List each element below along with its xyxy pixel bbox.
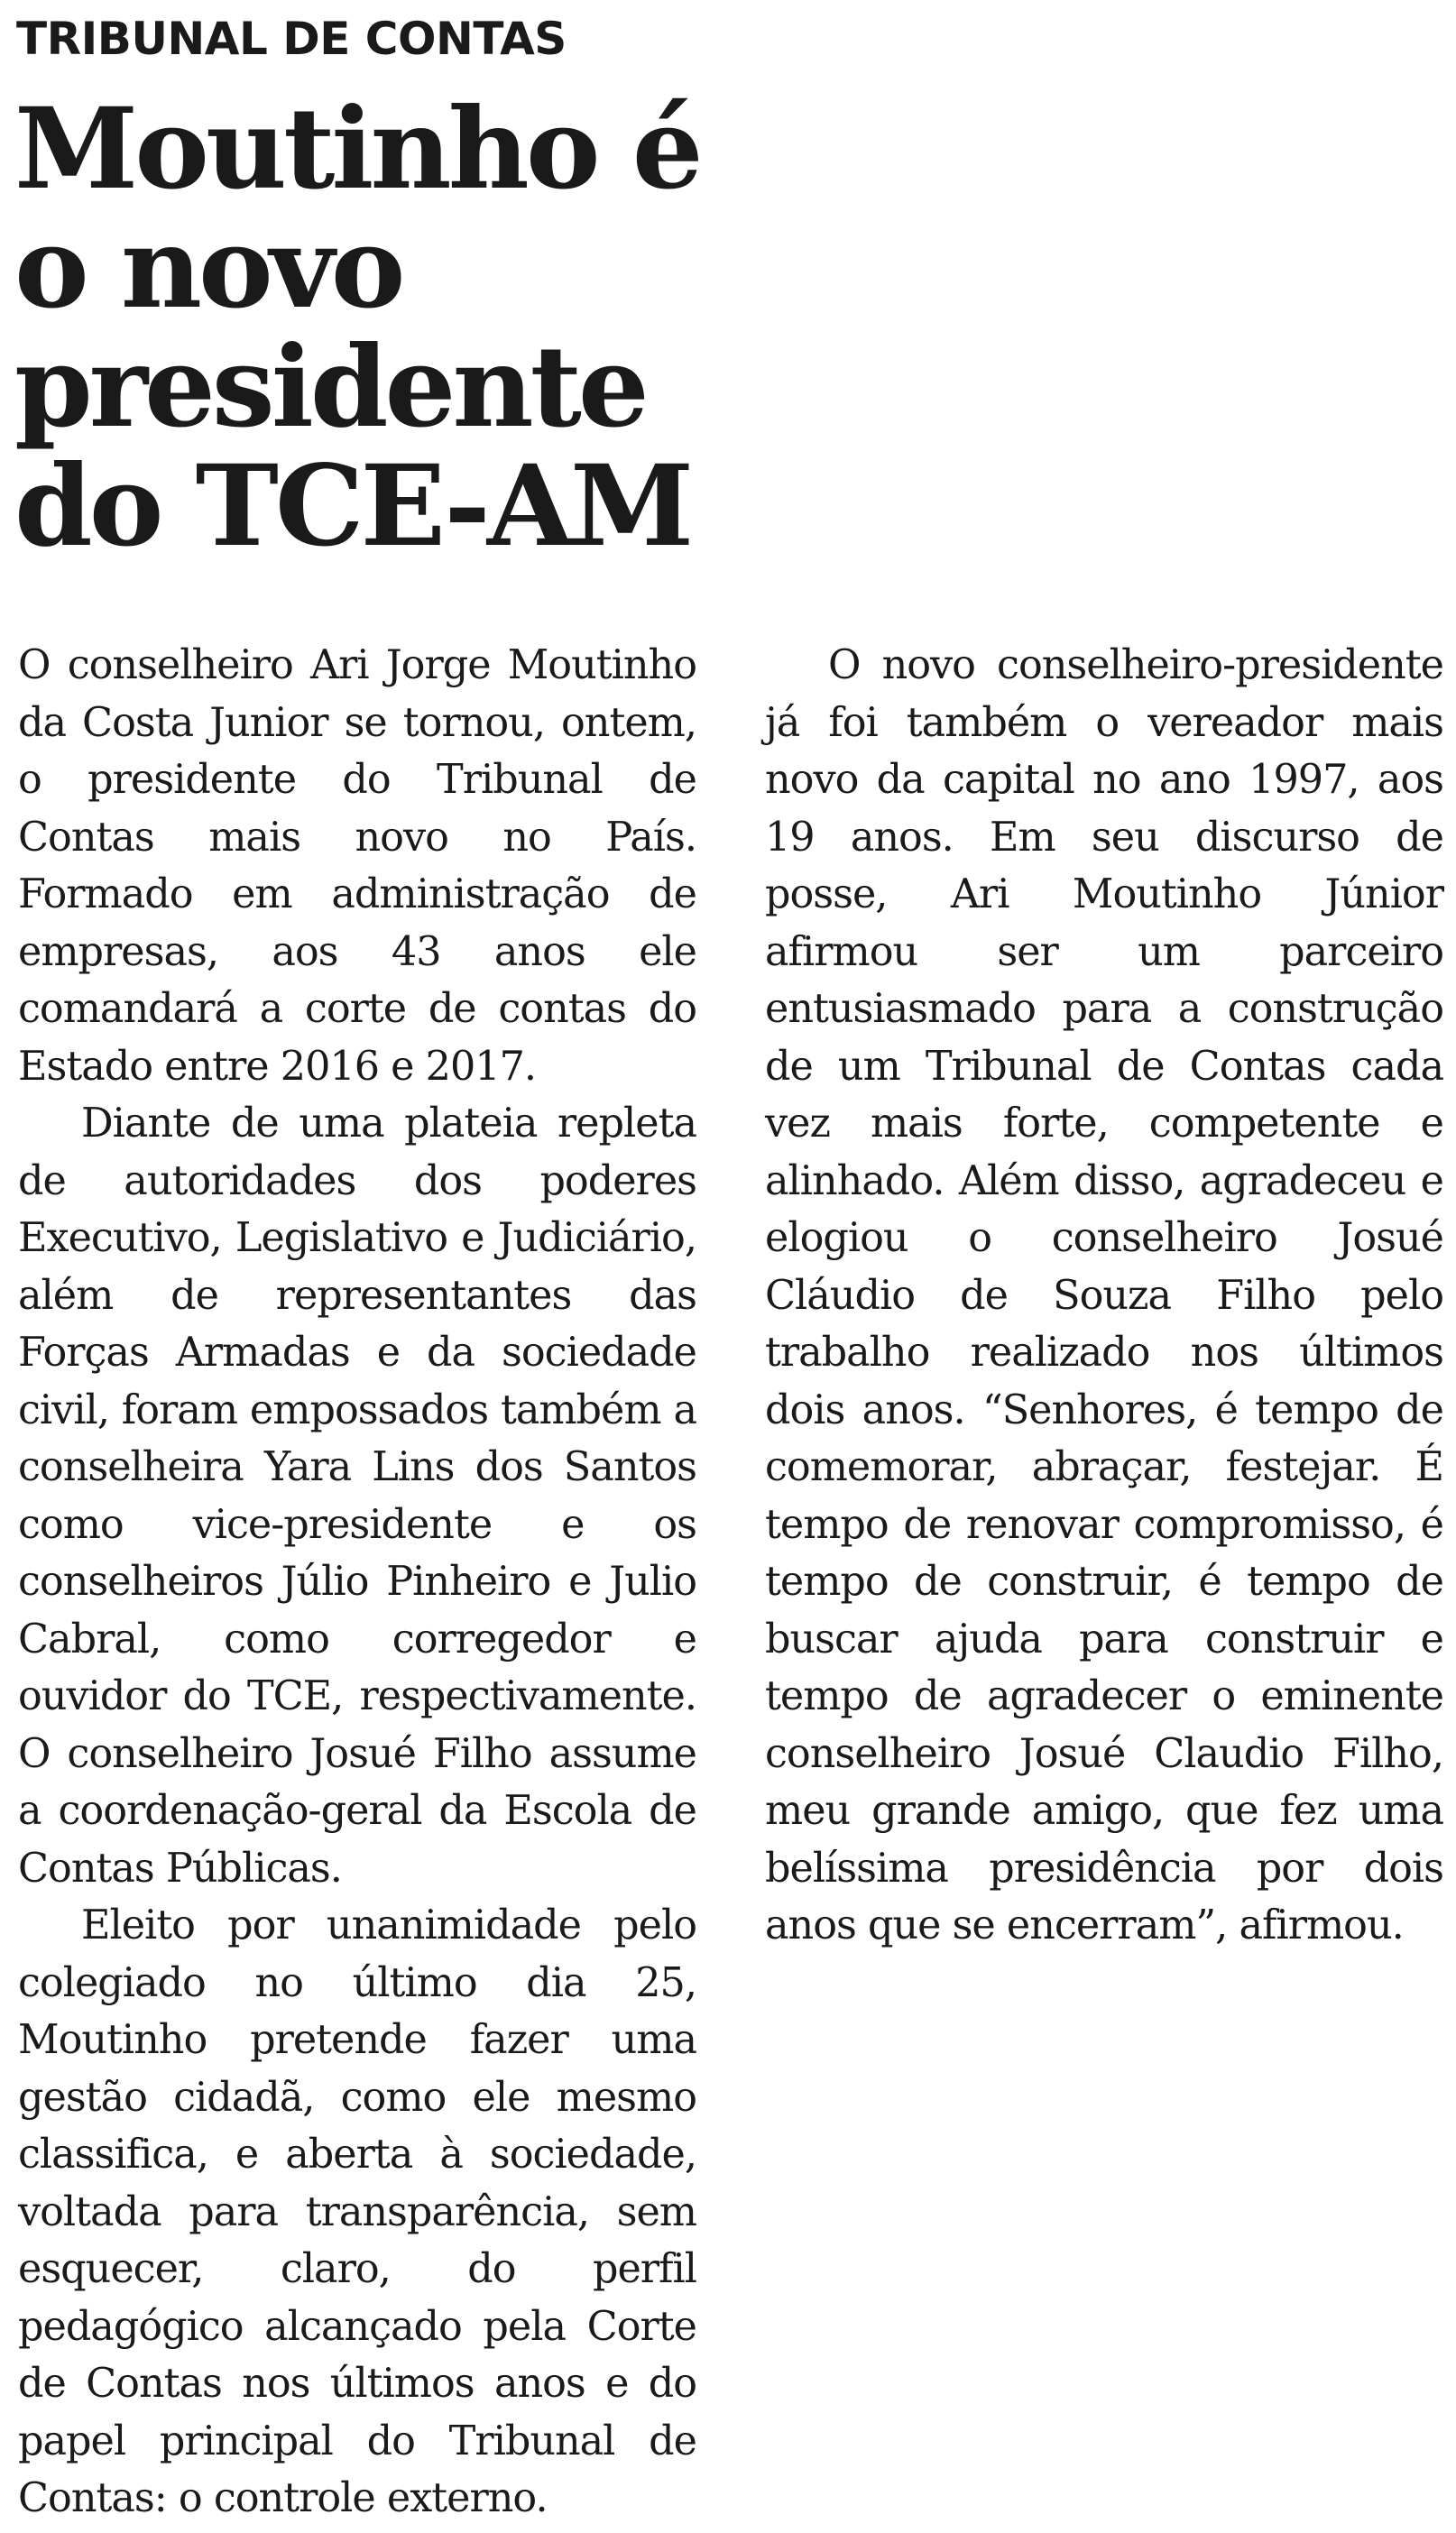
article-paragraph: Diante de uma plateia repleta de autoridades dos poderes Executivo, Legislativo e Judiciário, além de representantes das Forças Armadas e da sociedade civil, foram empossados também a conselheira Yara Lins dos Santos como vice-presidente e os conselheiros Júlio Pinheiro e Julio Cabral, como corregedor e ouvidor do TCE, respectivamente. O conselheiro Josué Filho assume a coordenação-geral da Escola de Contas Públicas. bbox=[18, 1101, 696, 1892]
article-column-left bbox=[18, 637, 696, 2528]
article-paragraph: Eleito por unanimidade pelo colegiado no último dia 25, Moutinho pretende fazer uma gestão cidadã, como ele mesmo classifica, e aberta à sociedade, voltada para transparência, sem esquecer, claro, do perfil pedagógico alcançado pela Corte de Contas nos últimos anos e do papel principal do Tribunal de Contas: o controle externo. bbox=[18, 1902, 696, 2521]
article-headline: Moutinho é o novo presidente do TCE-AM bbox=[14, 84, 700, 572]
article-column-right bbox=[765, 637, 1443, 1955]
article-paragraph: O conselheiro Ari Jorge Moutinho da Costa Junior se tornou, ontem, o presidente do Tribunal de Contas mais novo no País. Formado em administração de empresas, aos 43 anos ele comandará a corte de contas do Estado entre 2016 e 2017. bbox=[18, 642, 696, 1090]
section-kicker: TRIBUNAL DE CONTAS bbox=[16, 13, 567, 65]
article-paragraph: O novo conselheiro-presidente já foi também o vereador mais novo da capital no ano 1997, aos 19 anos. Em seu discurso de posse, Ari Moutinho Júnior afirmou ser um parceiro entusiasmado para a construção de um Tribunal de Contas cada vez mais forte, competente e alinhado. Além disso, agradeceu e elogiou o conselheiro Josué Cláudio de Souza Filho pelo trabalho realizado nos últimos dois anos. “Senhores, é tempo de comemorar, abraçar, festejar. É tempo de renovar compromisso, é tempo de construir, é tempo de buscar ajuda para construir e tempo de agradecer o eminente conselheiro Josué Claudio Filho, meu grande amigo, que fez uma belíssima presidência por dois anos que se encerram”, afirmou. bbox=[765, 642, 1443, 1948]
